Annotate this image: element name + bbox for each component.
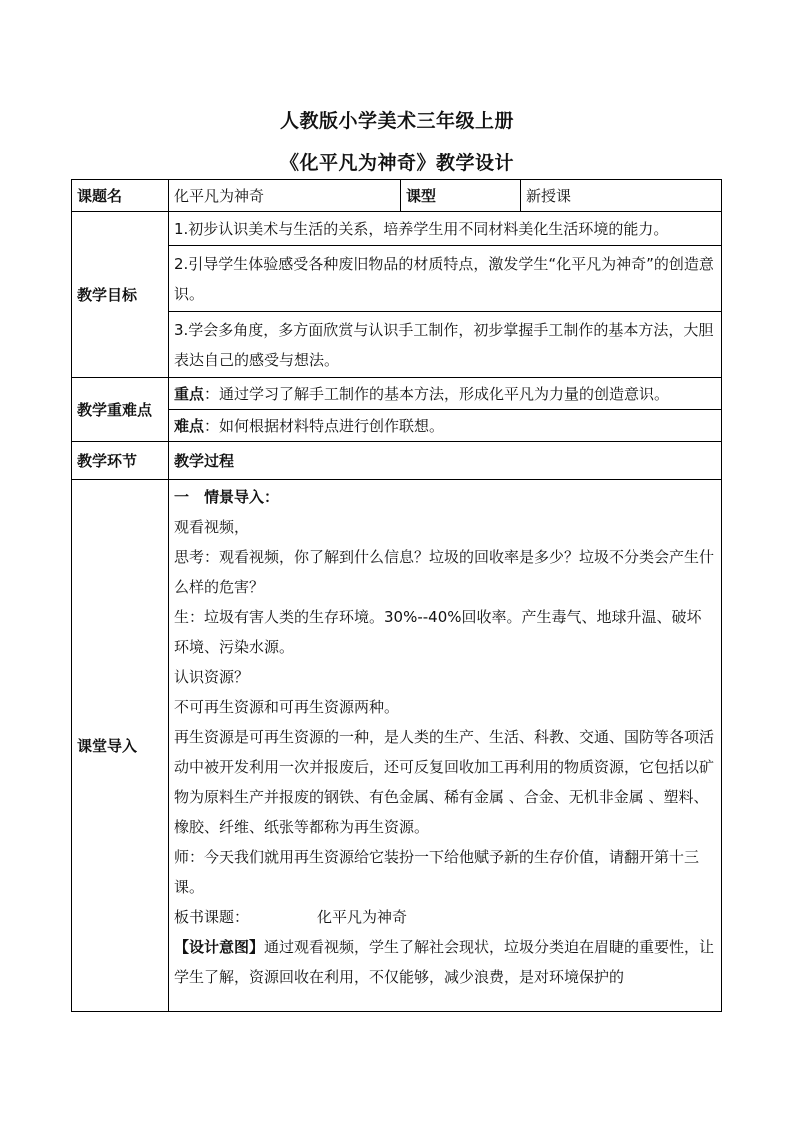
info-row <box>72 180 722 212</box>
lesson-name-value: 化平凡为神奇 <box>169 180 401 212</box>
document-subtitle: 《化平凡为神奇》教学设计 <box>279 152 514 174</box>
lesson-plan-table <box>71 179 722 1012</box>
design-intent <box>174 932 716 992</box>
design-intent-text: 通过观看视频，学生了解社会现状，垃圾分类迫在眉睫的重要性，让学生了解，资源回收在利用，不仅能够，减少浪费，是对环境保护的 <box>174 938 715 986</box>
goal-row-3 <box>72 312 722 378</box>
lesson-type-label: 课型 <box>401 180 521 212</box>
stage-header: 教学环节 <box>72 442 169 480</box>
design-intent-label: 【设计意图】 <box>174 938 265 956</box>
intro-label: 课堂导入 <box>72 480 169 1012</box>
goal-item-2: 2.引导学生体验感受各种废旧物品的材质特点，激发学生“化平凡为神奇”的创造意识。 <box>169 246 722 312</box>
process-header-row <box>72 442 722 480</box>
intro-row <box>72 480 722 1012</box>
key-point-row <box>72 378 722 410</box>
lesson-name-label: 课题名 <box>72 180 169 212</box>
intro-content <box>169 480 722 1012</box>
goal-row-2 <box>72 246 722 312</box>
intro-line: 认识资源？ <box>174 668 250 686</box>
goal-row-1 <box>72 212 722 246</box>
document-title: 人教版小学美术三年级上册 <box>279 110 514 132</box>
intro-line: 思考：观看视频，你了解到什么信息？垃圾的回收率是多少？垃圾不分类会产生什么样的危害？ <box>174 548 715 596</box>
focus-label: 重点 <box>174 384 205 403</box>
board-label: 板书课题： <box>174 908 250 926</box>
focus-cell <box>169 378 722 410</box>
intro-line: 师：今天我们就用再生资源给它装扮一下给他赋予新的生存价值，请翻开第十三课。 <box>174 848 700 896</box>
goal-item-3: 3.学会多角度，多方面欣赏与认识手工制作，初步掌握手工制作的基本方法，大胆表达自己的感受与想法。 <box>169 312 722 378</box>
intro-heading: 一 情景导入： <box>174 488 280 506</box>
difficulty-label: 难点 <box>174 416 205 435</box>
key-points-label: 教学重难点 <box>72 378 169 442</box>
board-line <box>174 902 716 932</box>
intro-line: 再生资源是可再生资源的一种，是人类的生产、生活、科教、交通、国防等各项活动中被开发利用一次并报废后，还可反复回收加工再利用的物质资源，它包括以矿物为原料生产并报废的钢铁、有色金属、稀有金属 、合金、无机非金属 、塑料、橡胶、纤维、纸张等都称为再生资源。 <box>174 728 715 836</box>
intro-line: 生：垃圾有害人类的生存环境。30%--40%回收率。产生毒气、地球升温、破坏环境、污染水源。 <box>174 608 702 656</box>
process-header: 教学过程 <box>169 442 722 480</box>
intro-line: 不可再生资源和可再生资源两种。 <box>174 698 400 716</box>
difficulty-text: ：如何根据材料特点进行创作联想。 <box>204 416 445 435</box>
board-title: 化平凡为神奇 <box>317 908 408 926</box>
intro-line: 观看视频， <box>174 518 250 536</box>
goal-item-1: 1.初步认识美术与生活的关系，培养学生用不同材料美化生活环境的能力。 <box>169 212 722 246</box>
focus-text: ：通过学习了解手工制作的基本方法，形成化平凡为力量的创造意识。 <box>204 384 670 403</box>
difficulty-row <box>72 410 722 442</box>
difficulty-cell <box>169 410 722 442</box>
goals-label: 教学目标 <box>72 212 169 378</box>
lesson-type-value: 新授课 <box>521 180 722 212</box>
